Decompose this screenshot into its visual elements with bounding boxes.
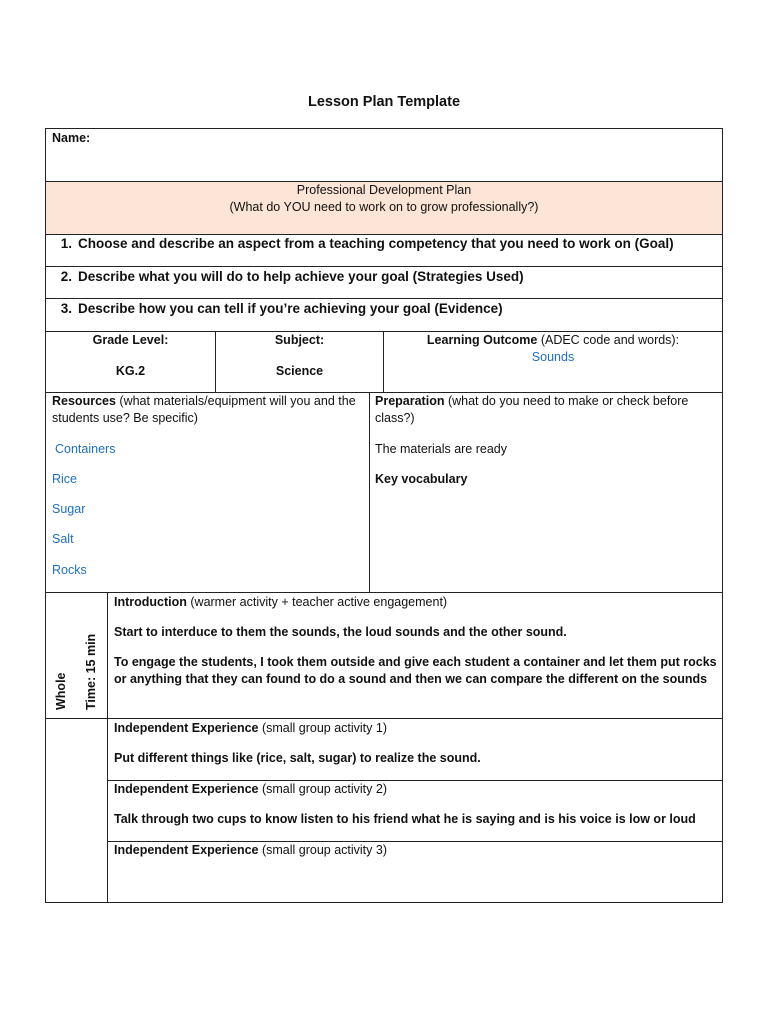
goal-2-number: 2.: [60, 269, 72, 284]
activity-2-label: [114, 781, 718, 798]
introduction-label-rest: (warmer activity + teacher active engagement): [186, 595, 448, 609]
preparation-label-bold: Preparation: [375, 394, 445, 408]
subject-value: Science: [275, 364, 324, 378]
goal-2: [48, 268, 718, 285]
learning-outcome-value: Sounds: [531, 350, 575, 364]
preparation-item: The materials are ready: [375, 442, 508, 456]
name-label: Name:: [52, 131, 91, 145]
activity-3-label-rest: (small group activity 3): [258, 843, 387, 857]
learning-outcome-label: [384, 332, 722, 349]
grade-level-label: Grade Level:: [92, 333, 169, 347]
activity-1-text: Put different things like (rice, salt, sugar) to realize the sound.: [114, 751, 481, 765]
resource-item: Containers: [55, 442, 116, 456]
goal-3-number: 3.: [60, 301, 72, 316]
grade-level-value: KG.2: [115, 364, 146, 378]
resource-item: Salt: [52, 532, 74, 546]
introduction-text-2: To engage the students, I took them outside and give each student a container and let them put rocks or anything that they can found to do a sound and then we can compare the different on the sounds: [114, 655, 717, 686]
goal-3: [48, 300, 718, 317]
time-label: Time: 15 min: [84, 633, 98, 710]
introduction-label: [114, 594, 718, 611]
goal-1-number: 1.: [60, 236, 72, 251]
preparation-label-rest: (what do you need to make or check before class?): [375, 394, 689, 425]
resource-item: Sugar: [52, 502, 86, 516]
goal-3-text: Describe how you can tell if you’re achieving your goal (Evidence): [78, 301, 503, 316]
introduction-text-1: Start to interduce to them the sounds, the loud sounds and the other sound.: [114, 625, 567, 639]
goal-1-text: Choose and describe an aspect from a teaching competency that you need to work on (Goal): [78, 236, 674, 251]
subject-label: Subject:: [274, 333, 325, 347]
activity-3-label-bold: Independent Experience: [114, 843, 259, 857]
activity-3-label: [114, 842, 718, 859]
activity-1-label: [114, 720, 718, 737]
preparation-label: [375, 393, 717, 427]
resource-item: Rocks: [52, 563, 87, 577]
learning-outcome-label-rest: (ADEC code and words):: [537, 333, 680, 347]
activity-2-label-bold: Independent Experience: [114, 782, 259, 796]
activity-2-text: Talk through two cups to know listen to his friend what he is saying and is his voice is low or loud: [114, 812, 696, 826]
activity-1-label-rest: (small group activity 1): [258, 721, 387, 735]
learning-outcome-label-bold: Learning Outcome: [426, 333, 538, 347]
goal-2-text: Describe what you will do to help achieve your goal (Strategies Used): [78, 269, 524, 284]
pd-plan-subtitle: (What do YOU need to work on to grow professionally?): [229, 200, 539, 214]
page-title: Lesson Plan Template: [307, 94, 461, 110]
resources-label-rest: (what materials/equipment will you and the students use? Be specific): [52, 394, 356, 425]
whole-label: Whole: [54, 672, 68, 710]
introduction-label-bold: Introduction: [114, 595, 187, 609]
activity-1-label-bold: Independent Experience: [114, 721, 259, 735]
pd-plan-header: [46, 182, 722, 234]
resource-item: Rice: [52, 472, 78, 486]
preparation-item: Key vocabulary: [375, 472, 468, 486]
pd-plan-title: Professional Development Plan: [296, 183, 472, 197]
goal-1: [48, 235, 718, 252]
activity-2-label-rest: (small group activity 2): [258, 782, 387, 796]
resources-label-bold: Resources: [52, 394, 116, 408]
resources-label: [52, 393, 364, 427]
